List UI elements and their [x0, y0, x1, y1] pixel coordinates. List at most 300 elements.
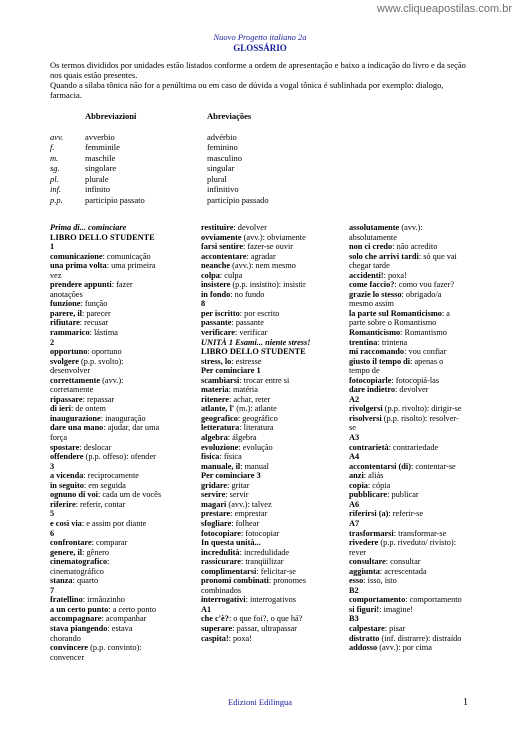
portuguese-term: infinitivo	[207, 184, 239, 194]
glossary-entry	[50, 404, 190, 414]
glossary-term: contrarietà	[349, 442, 389, 452]
glossary-entry	[50, 605, 190, 615]
glossary-term: sfogliare	[201, 518, 232, 528]
glossary-definition: (avv.): por cima	[377, 643, 432, 653]
glossary-entry	[349, 576, 479, 586]
glossary-term: assolutamente	[349, 223, 400, 232]
glossary-entry	[50, 653, 190, 663]
book-title: Nuovo Progetto italiano 2a	[213, 32, 307, 42]
glossary-definition: : quarto	[72, 576, 99, 586]
glossary-entry	[201, 280, 346, 290]
glossary-definition: : no fundo	[230, 289, 265, 299]
glossary-entry	[349, 328, 479, 338]
glossary-entry	[201, 529, 346, 539]
abbreviation-row	[50, 163, 337, 174]
glossary-definition: : aliás	[363, 471, 384, 481]
glossary-entry	[201, 328, 346, 338]
glossary-term: addosso	[349, 643, 378, 653]
intro-paragraph: Quando a sílaba tônica não for a penúltima ou em caso de dúvida a vogal tônica é sublinhada por exemplo: dialogo, farmacia.	[50, 80, 444, 100]
glossary-definition: : verificar	[234, 328, 268, 338]
glossary-definition: : emprestar	[230, 509, 268, 519]
glossary-definition: (p.p. riveduto/ rivisto):	[378, 538, 457, 548]
glossary-definition: : agradar	[246, 251, 276, 261]
glossary-entry	[201, 519, 346, 529]
glossary-term: accidenti!	[349, 270, 384, 280]
glossary-definition: : fazer-se ouvir	[243, 242, 294, 252]
glossary-term: mi raccomando	[349, 347, 405, 357]
glossary-term: solo che arrivi tardi	[349, 251, 419, 261]
glossary-entry	[201, 452, 346, 462]
glossary-term: aggiunta	[349, 566, 380, 576]
abbreviation-row	[50, 132, 337, 143]
glossary-definition: : Romantismo	[400, 328, 447, 338]
glossary-term: magari	[201, 499, 227, 509]
glossary-definition: (avv.):	[100, 375, 124, 385]
glossary-entry	[50, 643, 190, 653]
glossary-definition: (p.p. insistito): insistir	[230, 280, 306, 290]
glossary-definition: : felicitar-se	[256, 566, 296, 576]
glossary-definition: : trocar entre si	[239, 375, 290, 385]
glossary-entry	[201, 357, 346, 367]
glossary-entry	[349, 385, 479, 395]
publisher-footer: Edizioni Edilingua	[228, 697, 292, 707]
section-heading: A6	[349, 499, 360, 509]
glossary-entry	[201, 223, 346, 233]
glossary-entry	[349, 471, 479, 481]
glossary-definition: parte sobre o Romantismo	[349, 318, 437, 328]
italian-term: infinito	[85, 184, 111, 194]
portuguese-term: advérbio	[207, 131, 237, 142]
glossary-definition: : lástima	[89, 328, 118, 338]
glossary-definition: : e assim por diante	[81, 518, 147, 528]
glossary-term: stress, lo	[201, 356, 232, 366]
glossary-entry	[349, 423, 479, 433]
glossary-term: per iscritto	[201, 308, 240, 318]
glossary-entry	[50, 414, 190, 424]
abbreviation: pl.	[50, 173, 59, 184]
glossary-definition: (p.p. offeso): ofender	[83, 452, 156, 462]
glossary-term: convincere	[50, 643, 89, 653]
glossary-term: parere, il	[50, 308, 82, 318]
glossary-term: materia	[201, 385, 229, 395]
glossary-definition: : folhear	[231, 518, 260, 528]
glossary-entry	[50, 624, 190, 634]
glossary-definition: : devolver	[233, 223, 267, 232]
glossary-entry	[50, 433, 190, 443]
glossary-term: fratellino	[50, 595, 83, 605]
abbreviation-row	[50, 195, 337, 206]
glossary-term: pronomi combinati	[201, 576, 269, 586]
glossary-definition: : função	[80, 299, 108, 309]
glossary-definition: : fotocopiá-las	[391, 375, 440, 385]
glossary-term: dare indietro	[349, 385, 396, 395]
glossary-entry	[201, 462, 346, 472]
glossary-definition: se	[349, 423, 356, 433]
glossary-definition: : por escrito	[239, 308, 280, 318]
glossary-term: gridare	[201, 480, 228, 490]
intro-text	[50, 60, 475, 100]
glossary-definition: : gênero	[82, 547, 110, 557]
glossary-entry	[349, 357, 479, 367]
glossary-term: come faccio?	[349, 280, 395, 290]
section-heading: In questa unità...	[201, 538, 261, 548]
glossary-entry	[50, 290, 190, 300]
glossary-entry	[201, 509, 346, 519]
glossary-term: incredulità	[201, 547, 240, 557]
glossary-term: rivedere	[349, 538, 379, 548]
glossary-definition: : passante	[231, 318, 264, 328]
glossary-definition: : pisar	[384, 623, 406, 633]
glossary-entry	[349, 271, 479, 281]
glossary-definition: : de ontem	[70, 404, 107, 414]
glossary-entry	[50, 443, 190, 453]
glossary-term: comunicazione	[50, 251, 103, 261]
glossary-term: che c'è?	[201, 614, 229, 624]
glossary-term: insistere	[201, 280, 231, 290]
glossary-entry	[50, 614, 190, 624]
glossary-entry	[201, 404, 346, 414]
glossary-entry	[201, 500, 346, 510]
section-heading: B3	[349, 614, 359, 624]
glossary-definition: (p.p. rivolto): dirigir-se	[382, 404, 462, 414]
glossary-term: rammarico	[50, 328, 90, 338]
section-heading: 6	[50, 528, 55, 538]
glossary-entry	[349, 223, 479, 233]
section-heading: Per cominciare 1	[201, 366, 261, 376]
glossary-term: confrontare	[50, 538, 92, 548]
abbreviation-row	[50, 174, 337, 185]
glossary-entry	[50, 519, 190, 529]
glossary-term: dare una mano	[50, 423, 104, 433]
italian-term: maschile	[85, 152, 116, 163]
glossary-definition: : acrescentada	[379, 566, 427, 576]
section-heading: A4	[349, 452, 360, 462]
abbreviation: p.p.	[50, 194, 63, 205]
glossary-term: inaugurazione	[50, 413, 101, 423]
glossary-term: a un certo punto	[50, 604, 109, 614]
glossary-entry	[349, 366, 479, 376]
glossary-definition: : evolução	[238, 442, 273, 452]
italian-term: femminile	[85, 142, 120, 152]
glossary-term: interrogativi	[201, 595, 246, 605]
glossary-entry	[349, 280, 479, 290]
glossary-term: Romanticismo	[349, 328, 401, 338]
glossary-definition: : em seguida	[83, 480, 126, 490]
glossary-definition: : obrigado/a	[401, 289, 442, 299]
glossary-term: risolversi	[349, 413, 382, 423]
glossary-entry	[50, 318, 190, 328]
abbreviation: f.	[50, 142, 55, 152]
glossary-entry	[349, 318, 479, 328]
glossary-term: accontentarsi (di)	[349, 461, 411, 471]
glossary-definition: : poxa!	[228, 633, 252, 643]
section-heading: Prima di... cominciare	[50, 223, 127, 232]
glossary-entry	[201, 557, 346, 567]
glossary-term: manuale, il	[201, 461, 241, 471]
section-heading: LIBRO DELLO STUDENTE	[201, 347, 306, 357]
glossary-entry	[201, 548, 346, 558]
glossary-entry	[201, 423, 346, 433]
glossary-term: riferirsi (a)	[349, 509, 389, 519]
glossary-entry	[50, 385, 190, 395]
glossary-term: pubblicare	[349, 490, 388, 500]
glossary-entry	[201, 290, 346, 300]
glossary-entry	[349, 299, 479, 309]
glossary-term: rivolgersi	[349, 404, 383, 414]
glossary-definition: : pronomes	[268, 576, 306, 586]
glossary-definition: (p.p. svolto):	[78, 356, 124, 366]
glossary-term: rassicurare	[201, 557, 241, 567]
glossary-definition: (avv.): talvez	[226, 499, 272, 509]
italian-term: participio passato	[85, 194, 145, 205]
abbreviation-row	[50, 184, 337, 195]
glossary-term: farsi sentire	[201, 242, 244, 252]
glossary-definition: : inauguração	[100, 413, 146, 423]
glossary-entry	[201, 624, 346, 634]
abbreviation-row	[50, 153, 337, 164]
glossary-term: una prima volta	[50, 261, 107, 271]
glossary-entry	[50, 328, 190, 338]
portuguese-term: particípio passado	[207, 194, 269, 205]
glossary-definition: : deslocar	[79, 442, 112, 452]
site-url[interactable]: www.cliqueapostilas.com.br	[376, 3, 512, 15]
glossary-term: algebra	[201, 433, 228, 443]
section-heading: B2	[349, 585, 359, 595]
glossary-definition: : geográfico	[237, 413, 278, 423]
glossary-term: stava piangendo	[50, 623, 108, 633]
glossary-term: opportuno	[50, 347, 88, 357]
glossary-definition: : culpa	[219, 270, 243, 280]
section-heading: 1	[50, 242, 55, 252]
glossary-entry	[349, 261, 479, 271]
abbreviation-header-portuguese: Abreviações	[207, 111, 252, 121]
glossary-term: ovviamente	[201, 232, 242, 242]
glossary-term: restituire	[201, 223, 234, 232]
glossary-entry	[201, 309, 346, 319]
glossary-definition: força	[50, 433, 68, 443]
glossary-term: a vicenda	[50, 471, 84, 481]
section-heading: 8	[201, 299, 206, 309]
section-heading: 2	[50, 337, 55, 347]
glossary-definition: : ajudar, dar uma	[103, 423, 160, 433]
glossary-entry	[201, 433, 346, 443]
glossary-definition: : matéria	[228, 385, 258, 395]
abbreviation-header-italian: Abbreviazioni	[85, 111, 137, 121]
abbreviation: avv.	[50, 131, 64, 142]
portuguese-term: feminino	[207, 142, 238, 152]
glossary-entry	[50, 481, 190, 491]
glossary-entry	[349, 548, 479, 558]
glossary-entry	[201, 318, 346, 328]
glossary-definition: : a certo ponto	[108, 604, 157, 614]
glossary-definition: : achar, reter	[228, 394, 271, 404]
glossary-entry	[201, 376, 346, 386]
glossary-entry	[50, 395, 190, 405]
glossary-definition: vez	[50, 270, 62, 280]
glossary-entry	[201, 414, 346, 424]
glossary-definition: : isso, isto	[363, 576, 397, 586]
glossary-entry	[349, 643, 479, 653]
glossary-definition: : referir-se	[388, 509, 424, 519]
section-heading: 3	[50, 461, 55, 471]
glossary-term: accompagnare	[50, 614, 102, 624]
glossary-term: la parte sul Romanticismo	[349, 308, 442, 318]
glossary-entry	[201, 595, 346, 605]
glossary-entry	[201, 395, 346, 405]
glossary-term: copia	[349, 480, 368, 490]
glossary-definition: : cópia	[367, 480, 391, 490]
glossary-entry	[50, 557, 190, 567]
section-heading: A3	[349, 433, 360, 443]
glossary-definition: (avv.): obviamente	[241, 232, 306, 242]
glossary-entry	[201, 576, 346, 586]
glossary-definition: rever	[349, 547, 367, 557]
section-heading: A1	[201, 604, 212, 614]
glossary-term: in fondo	[201, 289, 231, 299]
glossary-entry	[50, 376, 190, 386]
glossary-definition: : referir, contar	[75, 499, 126, 509]
glossary-definition: : transformar-se	[393, 528, 447, 538]
glossary-entry	[201, 481, 346, 491]
glossary-definition: : poxa!	[383, 270, 407, 280]
glossary-definition: : parecer	[81, 308, 111, 318]
glossary-entry	[349, 462, 479, 472]
glossary-entry	[50, 500, 190, 510]
glossary-term: offendere	[50, 452, 84, 462]
glossary-definition: : vou confiar	[404, 347, 447, 357]
glossary-definition: (m.): atlante	[234, 404, 277, 414]
glossary-entry	[201, 385, 346, 395]
glossary-term: e così via	[50, 518, 82, 528]
glossary-term: evoluzione	[201, 442, 239, 452]
glossary-entry	[50, 366, 190, 376]
glossary-entry	[349, 529, 479, 539]
glossary-definition: : só que vai	[418, 251, 457, 261]
glossary-term: svolgere	[50, 356, 79, 366]
glossary-entry	[201, 634, 346, 644]
glossary-entry	[50, 538, 190, 548]
glossary-definition: : comunicação	[102, 251, 151, 261]
abbreviation: inf.	[50, 184, 62, 194]
glossary-term: ritenere	[201, 394, 229, 404]
glossary-term: consultare	[349, 557, 386, 567]
section-heading: 5	[50, 509, 55, 519]
glossary-column-2	[201, 223, 346, 643]
glossary-definition: (p.p. convinto):	[88, 643, 142, 653]
glossary-entry	[349, 338, 479, 348]
glossary-definition: : trintena	[377, 337, 408, 347]
glossary-term: caspita!	[201, 633, 229, 643]
glossary-entry	[349, 414, 479, 424]
glossary-definition: chegar tarde	[349, 261, 390, 271]
portuguese-term: plural	[207, 173, 227, 184]
glossary-term: anzi	[349, 471, 364, 481]
glossary-term: rifiutare	[50, 318, 80, 328]
glossary-entry	[349, 490, 479, 500]
glossary-entry	[50, 576, 190, 586]
glossary-definition: : não acredito	[392, 242, 438, 252]
glossary-term: esso	[349, 576, 364, 586]
glossary-definition: : estava	[107, 623, 133, 633]
glossary-definition: : a	[441, 308, 450, 318]
glossary-term: complimentarsi	[201, 566, 257, 576]
glossary-entry	[201, 443, 346, 453]
glossary-term: distratto	[349, 633, 380, 643]
glossary-entry	[349, 376, 479, 386]
italian-term: plurale	[85, 173, 109, 184]
glossary-term: funzione	[50, 299, 81, 309]
page-number: 1	[463, 697, 468, 708]
glossary-entry	[349, 605, 479, 615]
glossary-term: stanza	[50, 576, 73, 586]
italian-term: singolare	[85, 163, 117, 173]
glossary-column-3	[349, 223, 479, 653]
glossary-definition: : servir	[225, 490, 249, 500]
glossary-definition: : contentar-se	[410, 461, 456, 471]
glossary-definition: : apenas o	[410, 356, 444, 366]
glossary-definition: : recusar	[79, 318, 109, 328]
glossary-definition: cinematográfico	[50, 566, 104, 576]
portuguese-term: singular	[207, 163, 235, 173]
abbreviation-row	[50, 142, 337, 153]
glossary-term: colpa	[201, 270, 220, 280]
glossary-entry	[349, 233, 479, 243]
glossary-entry	[50, 252, 190, 262]
glossary-definition: : fotocopiar	[240, 528, 280, 538]
glossary-entry	[201, 271, 346, 281]
glossary-column-1	[50, 223, 190, 662]
page-title: GLOSSÁRIO	[233, 43, 287, 53]
glossary-definition: : como vou fazer?	[394, 280, 455, 290]
glossary-entry	[201, 490, 346, 500]
glossary-term: cinematografico	[50, 557, 108, 567]
glossary-definition: corretamente	[50, 385, 94, 395]
section-heading: A7	[349, 518, 360, 528]
glossary-entry	[50, 634, 190, 644]
glossary-entry	[349, 309, 479, 319]
glossary-definition: : contrariedade	[388, 442, 439, 452]
page-header	[0, 32, 520, 54]
glossary-entry	[201, 261, 346, 271]
abbreviation-header-row	[50, 111, 337, 122]
glossary-entry	[349, 557, 479, 567]
glossary-definition: : comportamento	[405, 595, 462, 605]
glossary-definition: : cada um de vocês	[97, 490, 162, 500]
glossary-entry	[349, 290, 479, 300]
glossary-term: non ci credo	[349, 242, 393, 252]
glossary-term: spostare	[50, 442, 80, 452]
glossary-entry	[349, 624, 479, 634]
glossary-entry	[50, 548, 190, 558]
glossary-entry	[201, 233, 346, 243]
glossary-definition: (p.p. risolto): resolver-	[381, 413, 459, 423]
glossary-term: in seguito	[50, 480, 84, 490]
glossary-term: trasformarsi	[349, 528, 394, 538]
glossary-entry	[349, 443, 479, 453]
section-heading: UNITÀ 1 Esami... niente stress!	[201, 337, 311, 347]
glossary-definition: tempo de	[349, 366, 380, 376]
glossary-definition: (avv.):	[399, 223, 423, 232]
glossary-entry	[349, 567, 479, 577]
glossary-definition: absolutamente	[349, 232, 397, 242]
glossary-term: di ieri	[50, 404, 71, 414]
glossary-term: geografico	[201, 413, 238, 423]
glossary-entry	[50, 490, 190, 500]
glossary-term: ripassare	[50, 394, 83, 404]
glossary-entry	[50, 271, 190, 281]
glossary-entry	[349, 509, 479, 519]
glossary-definition: : reciprocamente	[83, 471, 139, 481]
